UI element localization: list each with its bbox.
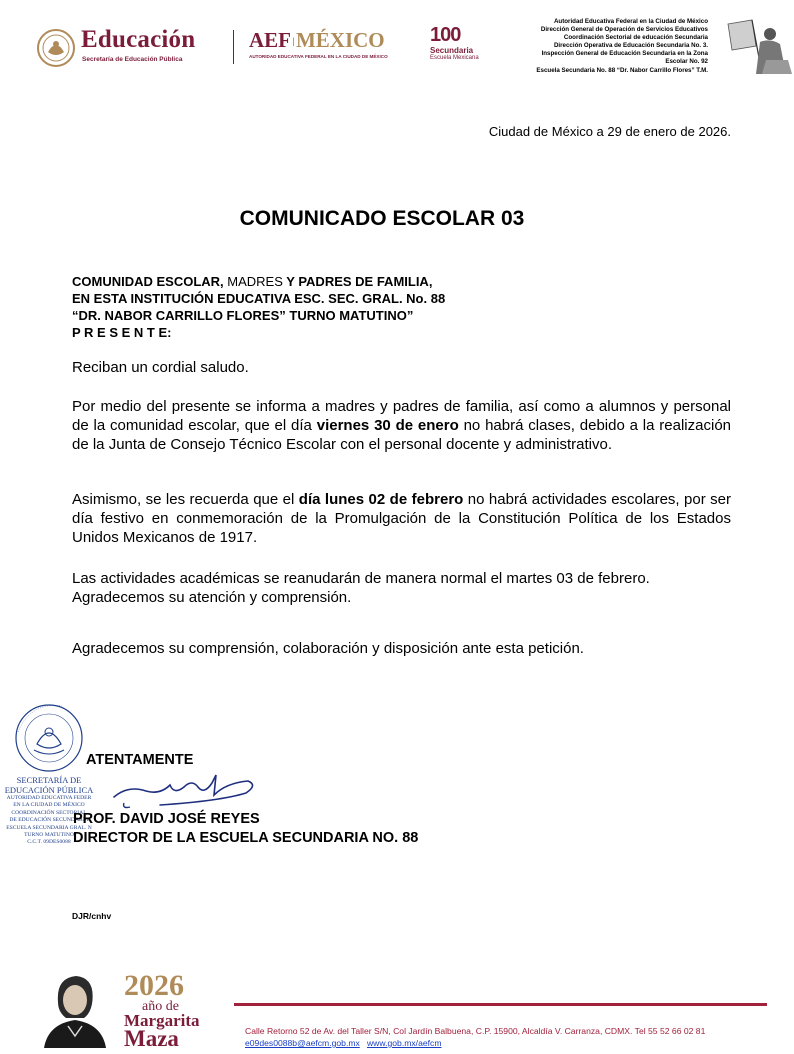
addressee-block [72,273,445,341]
institution-line: Escolar No. 92 [665,58,708,66]
email-link[interactable]: e09des0088b@aefcm.gob.mx [245,1038,360,1048]
educacion-logo [36,24,226,72]
centenary-number: 100 [430,24,461,46]
seal-line: TURNO MATUTINO [24,832,74,839]
addressee-line1-normal: MADRES [223,274,283,289]
seal-line: COORDINACIÓN SECTORIAL [11,809,87,816]
handwritten-signature [100,765,260,815]
year-number: 2026 [124,969,184,1002]
institution-line: Dirección General de Operación de Servicios Educativos [540,26,708,34]
footer-address: Calle Retorno 52 de Av. del Taller S/N, Col Jardín Balbuena, C.P. 15900, Alcaldía V. Carranza, CDMX. Tel 55 52 66 02 81 [245,1026,706,1036]
seal-line: SECRETARÍA DE [16,775,82,785]
institution-line: Inspección General de Educación Secundaria en la Zona [541,50,708,58]
seal-line: DE EDUCACIÓN SECUNDARIA [9,817,89,824]
heroine-figure-icon [722,16,794,76]
seal-line: C.C.T. 09DES0088 [27,839,71,846]
year-of-margarita-maza [124,969,204,1051]
seal-line: EDUCACIÓN PÚBLICA [4,784,94,795]
paragraph-holiday: Asimismo, se les recuerda que el día lunes 02 de febrero no habrá actividades escolares, por ser día festivo en conmemoración de la Promulgación de la Constitución Política de los Estados Unidos Mexicanos de 1917. [72,491,732,546]
signer-name: PROF. DAVID JOSÉ REYES [73,811,260,827]
centenary-sublabel: Escuela Mexicana [430,55,479,61]
signer-role: DIRECTOR DE LA ESCUELA SECUNDARIA NO. 88 [73,830,419,846]
aef-mexico-logo: AEF│MÉXICO AUTORIDAD EDUCATIVA FEDERAL EN LA CIUDAD DE MÉXICO [249,28,388,59]
aef-subtitle: AUTORIDAD EDUCATIVA FEDERAL EN LA CIUDAD DE MÉXICO [249,54,388,59]
year-ano: año de [142,999,179,1014]
institution-line: Dirección Operativa de Educación Secundaria No. 3. [553,42,708,50]
paragraph-classes-cancelled: Por medio del presente se informa a madres y padres de familia, así como a alumnos y personal de la comunidad escolar, que el día viernes 30 de enero no habrá clases, debido a la realización de la Junta de Consejo Técnico Escolar con el personal docente y administrativo. [72,398,731,453]
institution-lines [500,18,708,75]
centenary-label: Secundaria [430,46,474,55]
seal-line: AUTORIDAD EDUCATIVA FEDER [6,795,92,801]
addressee-line1-a: COMUNIDAD ESCOLAR, [72,274,224,289]
addressee-line2: EN ESTA INSTITUCIÓN EDUCATIVA ESC. SEC. GRAL. No. 88 [72,291,446,306]
institution-line: Coordinación Sectorial de educación Secundaria [563,34,708,42]
date-highlight: viernes 30 de enero [316,417,459,434]
date-highlight: día lunes 02 de febrero [298,491,464,508]
coat-of-arms-icon [36,28,76,68]
seal-line: EN LA CIUDAD DE MÉXICO [13,802,85,809]
institution-line: Autoridad Educativa Federal en la Ciudad de México [553,18,708,25]
seal-line: ESCUELA SECUNDARIA GRAL. N [6,824,92,831]
page-title: COMUNICADO ESCOLAR 03 [239,207,525,230]
centenary-logo [428,24,488,66]
header-separator [233,30,234,64]
mexico-wordmark: MÉXICO [295,28,385,52]
seal-emblem-icon [4,700,94,776]
year-name-first: Margarita [124,1011,200,1030]
educacion-subtitle: Secretaría de Educación Pública [82,56,183,63]
footer-divider [234,1003,767,1006]
educacion-title: Educación [81,26,196,53]
website-link[interactable]: www.gob.mx/aefcm [366,1038,442,1048]
margarita-maza-portrait-icon [34,966,116,1048]
signer-block [73,810,418,848]
reference-initials: DJR/cnhv [72,911,112,921]
addressee-line3: “DR. NABOR CARRILLO FLORES” TURNO MATUTINO” [72,308,414,323]
closing-paragraph: Agradecemos su comprensión, colaboración y disposición ante esta petición. [72,640,584,657]
atentamente-label: ATENTAMENTE [86,752,194,768]
year-name-last: Maza [124,1026,179,1051]
greeting: Reciban un cordial saludo. [72,359,249,376]
addressee-line4: P R E S E N T E: [72,325,172,340]
addressee-line1-b: Y PADRES DE FAMILIA, [282,274,433,289]
letter-date: Ciudad de México a 29 de enero de 2026. [488,124,731,139]
footer-links [245,1038,441,1048]
institution-line: Escuela Secundaria No. 88 “Dr. Nabor Carrillo Flores” T.M. [536,66,708,74]
paragraph-resume: Las actividades académicas se reanudarán de manera normal el martes 03 de febrero. Agradecemos su atención y comprensión. [72,570,650,606]
aef-wordmark: AEF [249,28,291,52]
